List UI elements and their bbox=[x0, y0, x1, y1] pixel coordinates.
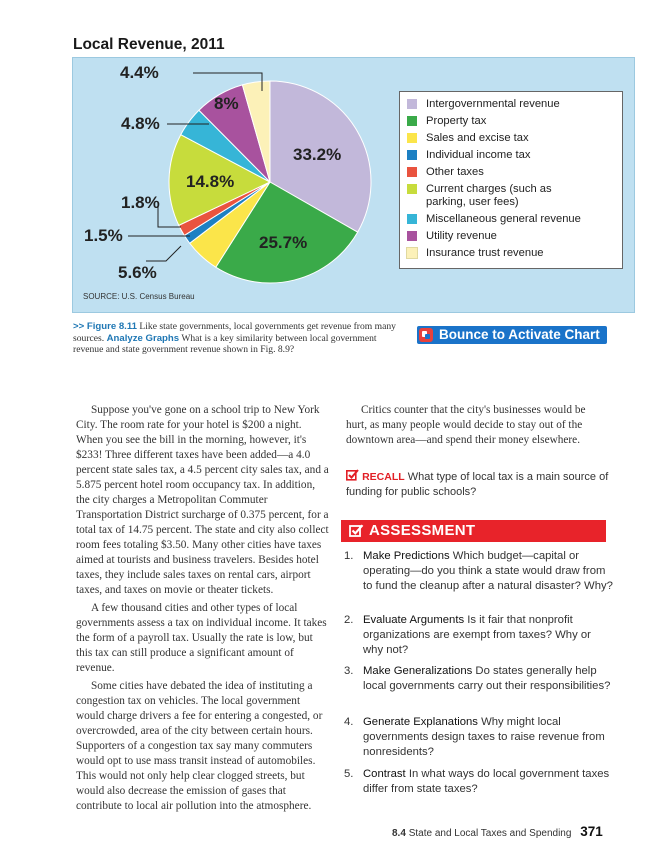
legend-label: Insurance trust revenue bbox=[426, 247, 544, 259]
paragraph: Critics counter that the city's businesses would be hurt, as many people would decide to stay out of the downtown area—and spend their money elsewhere. bbox=[346, 404, 586, 446]
bounce-activate-chart-button[interactable] bbox=[417, 326, 607, 344]
question-skill: Generate Explanations bbox=[363, 716, 478, 728]
caption-text: Like state governments, local governments get revenue from many sources. bbox=[73, 321, 396, 344]
question-text: Do states generally help local governments carry out their responsibilities? bbox=[363, 665, 611, 692]
chart-source: SOURCE: U.S. Census Bureau bbox=[83, 292, 195, 301]
label-insurance: 4.4% bbox=[120, 63, 159, 82]
footer-section: 8.4 bbox=[392, 828, 406, 839]
question-item bbox=[344, 767, 614, 797]
legend-label: Utility revenue bbox=[426, 230, 497, 242]
legend-label: Current charges (such as bbox=[426, 183, 552, 195]
label-intergov: 33.2% bbox=[293, 145, 342, 164]
legend-swatch bbox=[407, 150, 417, 160]
legend-label: Intergovernmental revenue bbox=[426, 98, 560, 110]
body-left-column bbox=[76, 403, 330, 814]
question-skill: Evaluate Arguments bbox=[363, 614, 465, 626]
label-sales: 5.6% bbox=[118, 263, 157, 282]
checkbox-icon bbox=[346, 469, 359, 481]
legend-swatch bbox=[407, 99, 417, 109]
figure-title: Local Revenue, 2011 bbox=[73, 36, 225, 53]
question-text: Why might local governments design taxes to raise revenue from nonresidents? bbox=[363, 716, 605, 758]
footer-title: State and Local Taxes and Spending bbox=[408, 828, 572, 839]
question-text: In what ways do local government taxes differ from state taxes? bbox=[363, 768, 610, 795]
label-other: 1.8% bbox=[121, 193, 160, 212]
leader-sales bbox=[146, 246, 181, 261]
bounce-icon bbox=[419, 328, 433, 342]
checkbox-icon bbox=[349, 524, 364, 538]
paragraph: Some cities have debated the idea of instituting a congestion tax on vehicles. The local government would charge drivers a fee for entering a congested, or overcrowded, area of the city between certain hours. Supporters of a congestion tax say many commuters would opt to use mass transit instead of automobiles. This would not only help clear clogged streets, but would also decrease the emission of gases that contribute to local air pollution into the atmosphere. bbox=[76, 680, 323, 812]
paragraph: A few thousand cities and other types of local governments assess a tax on individual income. It takes the form of a payroll tax. Usually the rate is low, but this tax can still produce a significant amount of revenue. bbox=[76, 602, 327, 674]
label-utility: 8% bbox=[214, 94, 239, 113]
body-right-column bbox=[346, 403, 606, 448]
question-item bbox=[344, 613, 614, 658]
question-item bbox=[344, 664, 614, 694]
label-income: 1.5% bbox=[84, 226, 123, 245]
question-text: Which budget—capital or operating—do you think a state would draw from to fund the cleanup after a natural disaster? Why? bbox=[363, 550, 613, 592]
caption-figure-ref: >> Figure 8.11 bbox=[73, 321, 137, 332]
label-misc: 4.8% bbox=[121, 114, 160, 133]
legend-label: Miscellaneous general revenue bbox=[426, 213, 581, 225]
question-skill: Contrast bbox=[363, 768, 406, 780]
question-skill: Make Generalizations bbox=[363, 665, 473, 677]
question-number: 4. bbox=[344, 716, 354, 728]
legend-label: Property tax bbox=[426, 115, 487, 127]
legend-label: Sales and excise tax bbox=[426, 132, 529, 144]
legend-swatch bbox=[407, 248, 417, 258]
legend-label: Individual income tax bbox=[426, 149, 531, 161]
legend-swatch bbox=[407, 231, 417, 241]
assessment-header bbox=[341, 520, 606, 542]
label-property: 25.7% bbox=[259, 233, 308, 252]
legend-swatch bbox=[407, 184, 417, 194]
question-item bbox=[344, 715, 614, 760]
bounce-label: Bounce to Activate Chart bbox=[439, 327, 600, 342]
legend-label: Other taxes bbox=[426, 166, 484, 178]
assessment-title: ASSESSMENT bbox=[369, 522, 476, 539]
page-number: 371 bbox=[580, 824, 603, 839]
legend-swatch bbox=[407, 116, 417, 126]
recall-question: What type of local tax is a main source of funding for public schools? bbox=[346, 471, 609, 498]
legend-swatch bbox=[407, 214, 417, 224]
question-number: 5. bbox=[344, 768, 354, 780]
page-footer bbox=[392, 824, 603, 839]
legend-swatch bbox=[407, 133, 417, 143]
question-number: 3. bbox=[344, 665, 354, 677]
legend-swatch bbox=[407, 167, 417, 177]
chart-legend bbox=[399, 91, 623, 269]
caption-question: What is a key similarity between local government revenue and state government revenue shown in Fig. 8.9? bbox=[73, 332, 377, 355]
legend-label: parking, user fees) bbox=[426, 196, 519, 208]
caption-analyze-graphs: Analyze Graphs bbox=[106, 332, 180, 344]
question-text: Is it fair that nonprofit organizations are exempt from taxes? Why or why not? bbox=[363, 614, 591, 656]
recall-tag: RECALL bbox=[362, 471, 405, 483]
question-number: 1. bbox=[344, 550, 354, 562]
question-item bbox=[344, 549, 614, 594]
label-current: 14.8% bbox=[186, 172, 235, 191]
question-number: 2. bbox=[344, 614, 354, 626]
paragraph: Suppose you've gone on a school trip to New York City. The room rate for your hotel is $200 a night. When you see the bill in the morning, however, it's $233! Three different taxes have been added—a 4.0 percent state sales tax, a 4.5 percent city sales tax, and a 5.875 percent hotel room occupancy tax. In addition, the city charges a Metropolitan Commuter Transportation District surcharge of 0.375 percent, for a total tax of 14.75 percent. The state and city also collect room fees totaling $3.50. Many other cities have taxes aimed at tourists and business travelers. Besides hotel taxes, they include sales taxes on rental cars, airport taxes, and taxes on movie or theater tickets. bbox=[76, 404, 329, 596]
figure-caption bbox=[73, 321, 403, 356]
question-skill: Make Predictions bbox=[363, 550, 450, 562]
recall-box bbox=[346, 469, 611, 500]
